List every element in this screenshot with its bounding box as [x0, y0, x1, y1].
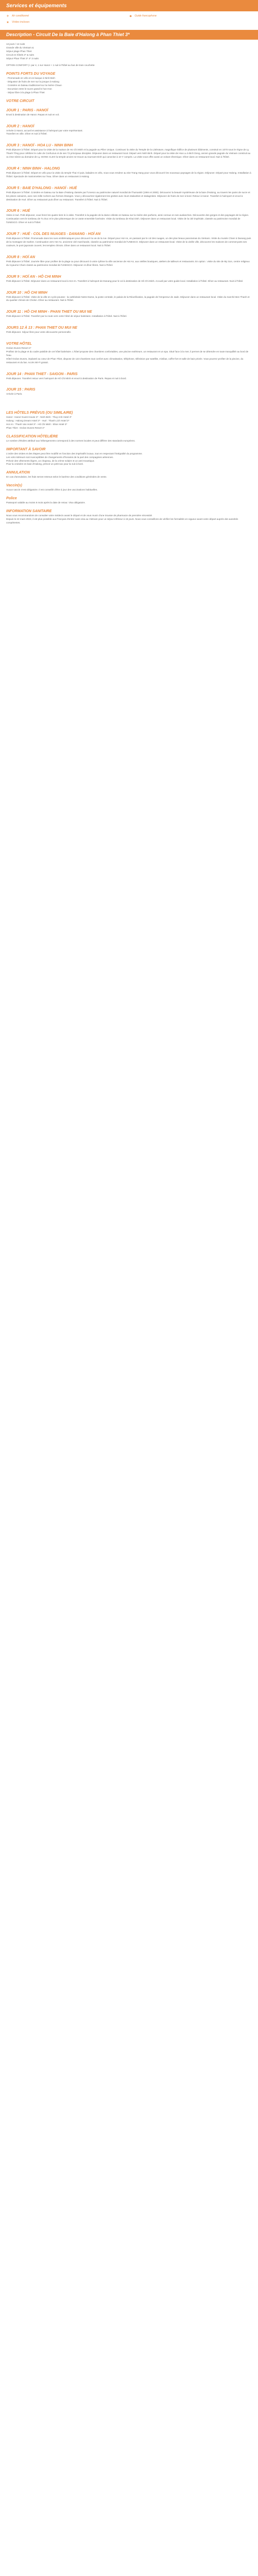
text-line: Le nombre d'étoiles attribué aux hébergements correspond à des normes locales et peut différer des standards européens.	[6, 439, 136, 442]
day-text: Envol à destination de Hanoï. Repas et nuit en vol.	[6, 113, 60, 116]
text-line: Circuit en hôtels 3* & nuits	[6, 53, 34, 56]
description-intro	[6, 43, 252, 67]
day-title: JOUR 10 : HÔ CHI MINH	[6, 291, 47, 295]
service-label: Guide francophone	[135, 14, 157, 18]
services-header	[0, 0, 258, 11]
hotels-title: LES HÔTELS PRÉVUS (OU SIMILAIRE)	[6, 411, 73, 415]
day-block	[6, 291, 252, 310]
text-line: · Séjour libre à la plage à Phan Thiet	[6, 91, 45, 94]
day-title: JOURS 12 À 13 : PHAN THIET OU MUI NE	[6, 326, 77, 330]
text-line: Aucun vaccin n'est obligatoire. Il est conseillé d'être à jour des vaccinations habituelles.	[6, 488, 98, 492]
text-line: · Promenade en vélo et en barque à Ninh Binh	[6, 77, 55, 80]
important-title: IMPORTANT À SAVOIR	[6, 447, 46, 451]
day-title: JOUR 2 : HANOÏ	[6, 124, 35, 128]
service-label: Visites incluses	[12, 21, 30, 24]
day-text: Profitez de la plage et du cadre paisible de cet hôtel balnéaire. L'hôtel propose des chambres confortables, une piscine extérieure, un restaurant et un spa. Situé face à la mer, il permet de se détendre en toute tranquillité au bord de l'eau.	[6, 350, 249, 357]
day-title: JOUR 4 : NINH BINH - HALONG	[6, 167, 60, 171]
text-line: Séjour plage Phan Thiet	[6, 49, 32, 53]
votre-circuit-title: VOTRE CIRCUIT	[6, 99, 35, 103]
text-line: Pour la croisière en baie d'Halong, prévoir un petit sac pour la nuit à bord.	[6, 463, 84, 466]
day-title: JOUR 8 : HOÏ AN	[6, 255, 35, 259]
text-line: Passeport valable au moins 6 mois après la date de retour. Visa obligatoire.	[6, 501, 86, 504]
classification-text	[6, 439, 252, 443]
day-block	[6, 209, 252, 232]
text-line: OPTION CONFORT (+ par 4, 1 sur Hanoï + 1 nuit à l'hôtel au bus de train couchette	[6, 64, 95, 67]
day-title: JOUR 11 : HÔ CHI MINH - PHAN THIET OU MUI NE	[6, 310, 92, 314]
text-line: Depuis le 22 mars 2023, il est plus possible aux Français d'entrer sans visa au Vietnam pour un séjour inférieur à 15 jours. Nous vous conseillons de vérifier les formalités en vigueur avant votre départ auprès des autorités compétentes.	[6, 517, 238, 524]
days-container	[6, 108, 252, 404]
sanitaire-text	[6, 514, 252, 525]
text-line: Prévoir des vêtements légers, un chapeau, de la crème solaire et un anti-moustique.	[6, 459, 95, 462]
guide-icon: ☻	[129, 15, 133, 18]
services-left-column	[6, 13, 129, 26]
day-block	[6, 124, 252, 144]
service-label: Air conditionné	[12, 14, 29, 18]
day-text: Petit déjeuner à l'hôtel. Promenade dans les rues emblématiques pour découvrir la vie de la rue. Départ pour Hoï An, en passant par le col des nuages, un des plus beaux panoramas du Vietnam. Visite du musée Cham à Danang puis de la montagne de marbre. Continuation vers Hoï An, ancienne cité marchande, classée au patrimoine mondial de l'UNESCO. Déjeuner dans un restaurant local. Visite de la vieille ville, découvrez les maisons de commerçants ses couleurs, le pont japonais couvert, les temples chinois. Dîner dans un restaurant local. Nuit à l'hôtel.	[6, 237, 251, 247]
text-line: Hanoï : Hanoï Guest House 3* - Ninh Binh : Thuy Anh Hotel 3*	[6, 416, 72, 419]
day-title: JOUR 1 : PARIS - HANOÏ	[6, 108, 49, 112]
day-title: JOUR 3 : HANOÏ - HOA LU - NINH BINH	[6, 144, 73, 148]
description-title: Description - Circuit De la Baie d'Halong à Phan Thiet 3*	[6, 32, 130, 37]
day-text: Océan Dunes Resort 4*	[6, 347, 31, 350]
text-line: Phan Thiet : Océan Dunes Resort 4*	[6, 426, 45, 429]
vaccins-title: Vaccin(s)	[6, 484, 22, 488]
text-line: En cas d'annulation, les frais seront retenus selon le barème des conditions générales de vente.	[6, 476, 107, 479]
day-text: Arrivée à Hanoï, accueil et assistance à l'aéroport par votre représentant.	[6, 129, 83, 132]
day-title: JOUR 9 : HOÏ AN - HÔ CHI MINH	[6, 275, 61, 279]
day-block	[6, 387, 252, 403]
text-line: · Dégustez de fruits de mer sur la jonque à Halong	[6, 80, 59, 83]
day-text: Petit déjeuner à l'hôtel. Croisière en bateau sur la Baie d'Halong classée par l'Unesco au patrimoine naturel mondial de l'humanité (1994 et 2000). Découvrez la beauté mystérieuse de la baie d'Halong, au travers les pains de sucre et les pitons calcaires, avec ses mille rochers aux formes étranges. Vous y découvrirez également les grottes avec leurs stalactites et stalagmites. Déjeuner de fruits de mer à bord. Retour à Hanoï. Transfert à l'aéroport et envol à destination de Hué. Dîner au restaurant puis dîner au restaurant. Transfert à l'hôtel. Nuit à l'hôtel.	[6, 191, 250, 201]
text-line: Nous vous recommandons de consulter votre médecin avant le départ et de vous munir d'une trousse de pharmacie de première nécessité.	[6, 514, 153, 517]
day-block	[6, 143, 252, 166]
day-text: Petit déjeuner. Transfert retour vers l'aéroport de Hô Chi Minh et envol à destination de Paris. Repas et nuit à bord.	[6, 377, 127, 380]
plane-icon: ✈	[6, 15, 9, 18]
text-line: Grande ville du Vietnam &	[6, 46, 34, 49]
day-title: JOUR 15 : PARIS	[6, 388, 36, 392]
day-block	[6, 166, 252, 186]
day-title: JOUR 7 : HUÉ - COL DES NUAGES - DANANG - HOÏ AN	[6, 232, 101, 236]
annulation-title: ANNULATION	[6, 471, 30, 475]
police-title: Police	[6, 497, 17, 501]
description-content	[0, 40, 258, 525]
day-block	[6, 275, 252, 291]
text-line: L'ordre des visites et des étapes peut être modifié en fonction des impératifs locaux, tout en respectant l'intégralité du programme.	[6, 452, 143, 455]
day-text: Petit déjeuner. Séjour libre pour votre découverte personnelle.	[6, 331, 72, 334]
day-title: VOTRE HÔTEL	[6, 342, 32, 346]
day-title: JOUR 6 : HUÉ	[6, 209, 30, 213]
service-item-aircon	[6, 13, 129, 20]
day-text: Petit déjeuner à l'hôtel. Déjeuner dans un restaurant local à Hoï An. Transfert à l'aéroport de Danang pour le vol à destination de Hô Chi Minh. Accueil par votre guide local. Installation à l'hôtel. Dîner au restaurant. Nuit à l'hôtel.	[6, 279, 244, 282]
day-block	[6, 372, 252, 388]
service-item-visits	[6, 20, 129, 26]
text-line: 13 jours / 12 nuits	[6, 43, 25, 45]
day-text: Petit déjeuner à l'hôtel. Départ pour la visite de la maison de Ho Chi Minh et la pagode au Pilier Unique. Continuez la visite du Temple de la Littérature, magnifique édifice de plusieurs bâtiments, construit en 1070 sous le règne de Ly Thanh Tông pour célébrer le culte de Confucius et de ses 72 principaux disciples. Déjeuner dans un restaurant local. Départ vers Ninh Binh. Départ pour la visite de Hoa Lu à Bich Dong, ancien grande pagode du Vietnam construit au 11 ème siècle au domaine de Ly. DONG CLEO la temple ancien se trouve au tournant Dinh qui canonise à 10 Y compris. La visite vous offre aussi un voiture électrique. Dîner dans un restaurant local. Nuit à l'hôtel.	[6, 148, 251, 159]
day-text: Petit déjeuner à l'hôtel. Visite de la ville en cyclo-pousse : la cathédrale Notre-Dame, la poste centrale, le palais de la Réunification, la pagode de l'empereur de Jade. Déjeuner dans un restaurant local. Visite du marché Ben Thanh et du quartier chinois de Cholon. Dîner au restaurant. Nuit à l'hôtel.	[6, 295, 250, 302]
vaccins-text	[6, 488, 252, 492]
visa-icon: ★	[6, 21, 9, 24]
sanitaire-title: INFORMATION SANITAIRE	[6, 509, 52, 513]
points-forts-list	[6, 77, 252, 94]
day-title: JOUR 5 : BAIE D'HALONG - HANOÏ - HUÉ	[6, 186, 77, 190]
services-title: Services et équipements	[6, 3, 67, 9]
day-block	[6, 310, 252, 326]
day-block	[6, 108, 252, 124]
day-block	[6, 186, 252, 209]
description-header	[0, 30, 258, 40]
day-block	[6, 342, 252, 371]
day-block	[6, 326, 252, 342]
text-line: Séjour Phan Thiet 3* 4* 3 nuits	[6, 57, 39, 60]
day-block	[6, 255, 252, 275]
day-text: Transfert en ville. Dîner et nuit à l'hôtel.	[6, 132, 47, 135]
day-block	[6, 232, 252, 255]
day-text: Hôtel Océan Dunes, implanté au cœur de Phan Thiet, dispose de 123 chambres tout confort avec climatisation, téléphone, télévision par satellite, minibar, coffre-fort et salle de bain privée. Vous pourrez profiter de la piscine, du restaurant et du bar. Accès Wi-Fi gratuit.	[6, 357, 244, 364]
day-text: Arrivée à Paris.	[6, 393, 23, 396]
text-line: · Excursion entre le sucre grand le hon Hon	[6, 87, 52, 90]
important-text	[6, 452, 252, 467]
hotels-list	[6, 416, 252, 430]
annulation-text	[6, 476, 252, 479]
day-text: Petit déjeuner à l'hôtel. Journée libre pour profiter de la plage ou pour découvrir à votre rythme la ville ancienne de Hoï An, aux vieilles boutiques, ateliers de tailleurs et restaurants. En option : visite du site de My Son, centre religieux du royaume Cham classé au patrimoine mondial de l'UNESCO. Déjeuner et dîner libres. Nuit à l'hôtel.	[6, 260, 250, 266]
services-row	[0, 11, 258, 26]
day-title: JOUR 14 : PHAN THIET - SAIGON - PARIS	[6, 372, 78, 376]
police-text	[6, 501, 252, 505]
day-text: Petit déjeuner à l'hôtel. Départ en vélo pour la visite du temple Thai Vi puis, balades en vélo, nous vous rendrez au site Trang Hang pour vous découvrir les nouveaux paysages de la région. Déjeuner. Départ pour Halong. Installation à l'hôtel. Spectacle de marionnettes sur l'eau. Dîner dans un restaurant à Halong.	[6, 172, 251, 178]
text-line	[6, 60, 252, 64]
text-line: · Croisière en bateau traditionnel sur la rivière Chaun	[6, 84, 62, 87]
points-forts-title: POINTS FORTS DU VOYAGE	[6, 72, 56, 76]
day-text: Petit déjeuner à l'hôtel. Transfert par la route vers votre hôtel de séjour balnéaire. Installation à l'hôtel. Nuit à l'hôtel.	[6, 315, 127, 318]
text-line: Halong : Halong Dream Hotel 3* - Hué : Thanh Lich Hotel 3*	[6, 419, 70, 422]
service-item-guide	[129, 13, 252, 20]
text-line: Les vols intérieurs sont susceptibles de changements d'horaires de la part des compagnies aériennes.	[6, 455, 114, 459]
classification-title: CLASSIFICATION HÔTELIÈRE	[6, 434, 58, 438]
services-right-column	[129, 13, 252, 26]
text-line: Hoï An : Thanh Van Hotel 3* - Hô Chi Minh : Elios Hotel 3*	[6, 423, 68, 426]
day-text: Visite à Hué. Petit déjeuner, vous ferez les quatre tiers le à visite. Transfert à la pagode de la dame céleste en bateau sur la rivière des parfums, ainsi connue en ses avalanches. Découverte des gorges et des paysages de la région. Continuation vers le tombeau de Tu Duc et le plus pittoresque de ce vaste ensemble funéraire. Visite du tombeau de Khai Dinh. Déjeuner dans un restaurant local. Visite de la cité impériale, classée au patrimoine mondial de l'UNESCO. Dîner et nuit à l'hôtel.	[6, 214, 249, 224]
